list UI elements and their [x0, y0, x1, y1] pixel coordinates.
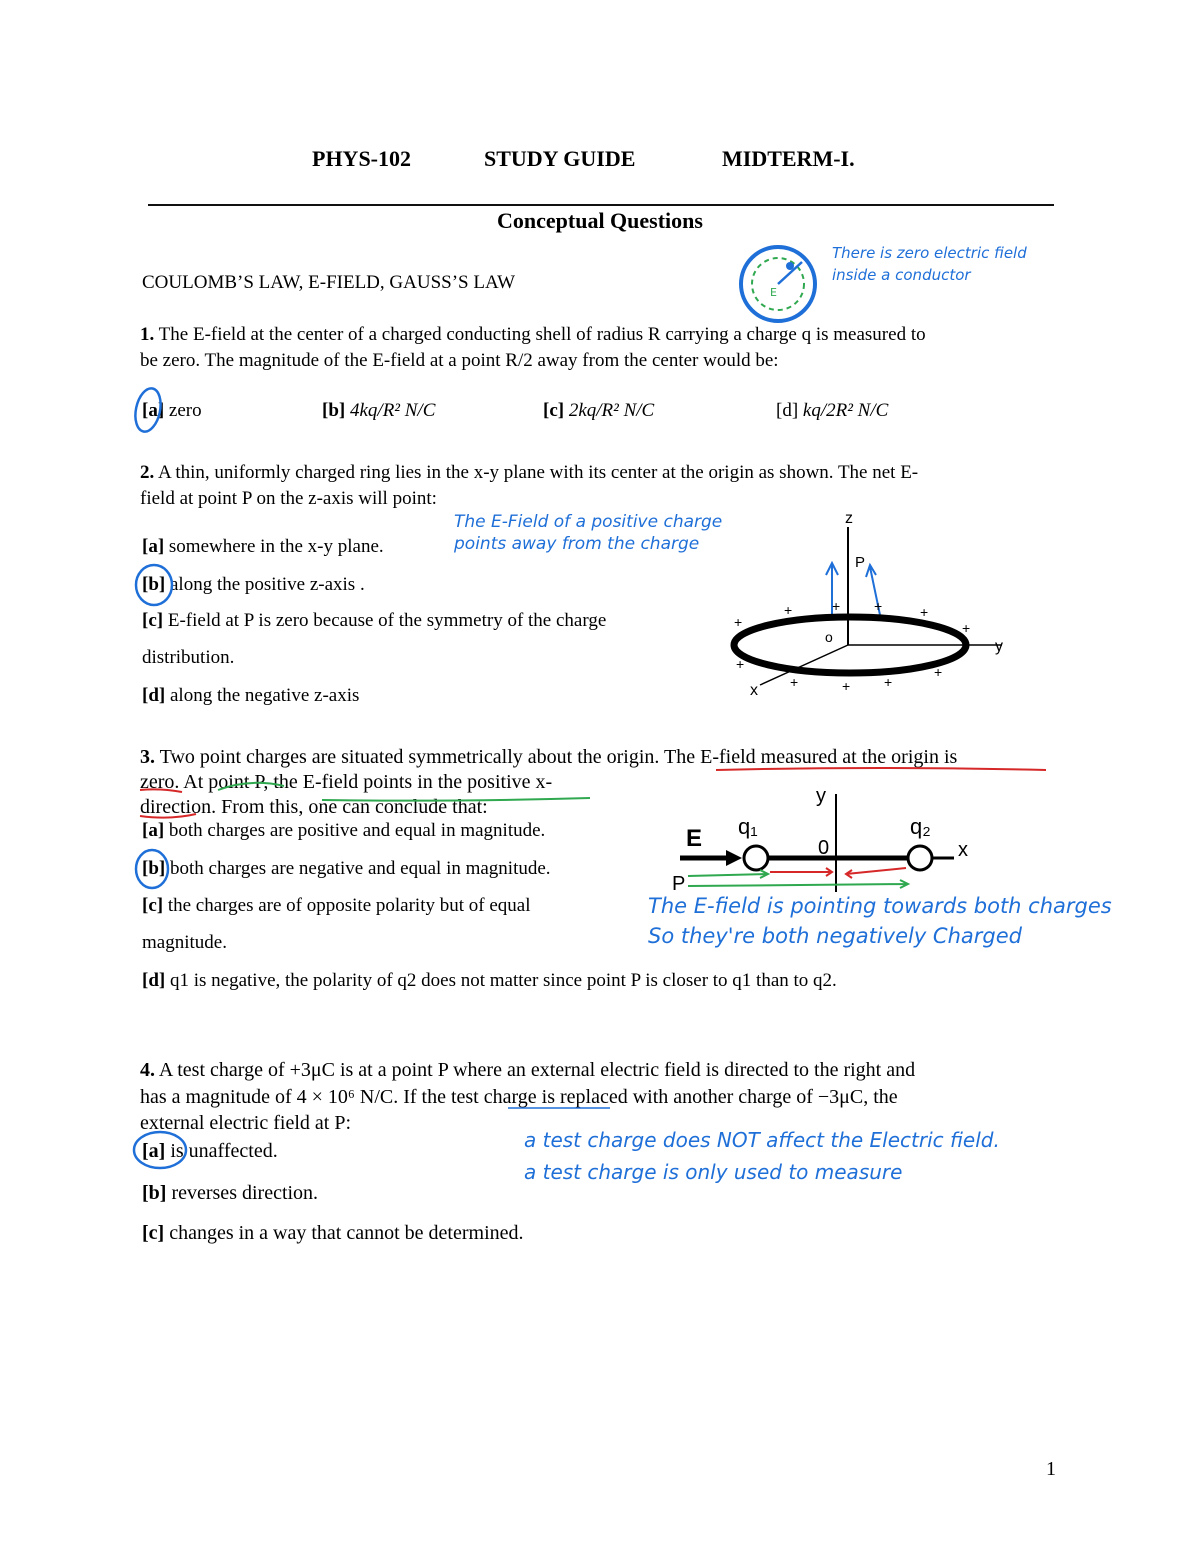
charges-y-label: y [816, 785, 826, 807]
topic-heading: COULOMB’S LAW, E-FIELD, GAUSS’S LAW [142, 272, 516, 293]
q1-number: 1. [140, 324, 155, 345]
q2-number: 2. [140, 462, 155, 483]
charges-origin-label: 0 [818, 837, 830, 859]
q3-option-c-text: the charges are of opposite polarity but of equal [167, 895, 531, 916]
ring-plus: + [884, 674, 893, 690]
q4-line2: has a magnitude of 4 × 10⁶ N/C. If the test charge is replaced with another charge of −3μC, the [140, 1086, 898, 1108]
ring-plus: + [962, 620, 971, 636]
q4-option-c-text: changes in a way that cannot be determined. [169, 1222, 524, 1244]
q4-option-c[interactable] [142, 1220, 524, 1247]
guide-title: STUDY GUIDE [484, 146, 636, 171]
q3-note-line2: So they're both negatively Charged [648, 924, 1022, 948]
q3-line2: zero. At point P, the E-field points in the positive x- [140, 771, 553, 793]
svg-text:E: E [770, 286, 777, 299]
q3-note-line1: The E-field is pointing towards both charges [648, 894, 1112, 918]
answer-circle-q4 [130, 1128, 200, 1174]
q2-option-b-text: along the positive z-axis . [169, 574, 365, 595]
charges-e-label: E [686, 825, 703, 852]
q3-option-b-label: [b] [142, 858, 166, 879]
q2-option-d-label: [d] [142, 685, 166, 706]
ring-origin-label: o [825, 629, 833, 645]
q1-option-a-text: zero [168, 400, 202, 421]
q3-stem-1: Two point charges are situated symmetrically about the origin. The E-field measured at the origin is [159, 746, 958, 768]
q2-option-a-label: [a] [142, 536, 165, 557]
q4-note-line1: a test charge does NOT affect the Electric field. [524, 1128, 1000, 1152]
ring-p-label: P [855, 554, 866, 571]
q1-option-b-text: 4kq/R² N/C [349, 400, 436, 421]
ring-plus: + [832, 598, 841, 614]
conductor-note-line2: inside a conductor [832, 266, 971, 284]
q4-line3: external electric field at P: [140, 1112, 352, 1134]
q4-option-b-label: [b] [142, 1182, 167, 1204]
q1-option-d-text: kq/2R² N/C [802, 400, 889, 421]
ring-x-label: x [750, 682, 758, 699]
q4-option-c-label: [c] [142, 1222, 165, 1244]
q4-option-b-text: reverses direction. [171, 1182, 319, 1204]
q3-option-c-cont: magnitude. [142, 932, 227, 953]
ring-plus: + [784, 602, 793, 618]
q3-number: 3. [140, 746, 155, 768]
q4-note-line2: a test charge is only used to measure [524, 1160, 903, 1184]
q2-option-c-label: [c] [142, 610, 164, 631]
q1-option-b-label: [b] [322, 400, 346, 421]
ring-plus: + [790, 674, 799, 690]
q1-option-c-text: 2kq/R² N/C [568, 400, 655, 421]
conductor-note-line1: There is zero electric field [832, 244, 1027, 262]
ring-plus: + [736, 656, 745, 672]
q3-option-d-label: [d] [142, 970, 166, 991]
q1-stem-1: The E-field at the center of a charged conducting shell of radius R carrying a charge q is measured to [158, 324, 926, 345]
q1-option-a-label: [a] [142, 400, 165, 421]
charges-q2-label: q₂ [910, 814, 931, 839]
q2-option-c-text: E-field at P is zero because of the symmetry of the charge [167, 610, 607, 631]
q2-option-b-label: [b] [142, 574, 166, 595]
ring-plus: + [920, 604, 929, 620]
q3-option-d-text: q1 is negative, the polarity of q2 does not matter since point P is closer to q1 than to q2. [169, 970, 837, 991]
ring-y-label: y [995, 638, 1003, 655]
ring-plus: + [842, 678, 851, 694]
ring-plus: + [934, 664, 943, 680]
q4-number: 4. [140, 1059, 155, 1081]
q1-option-c-label: [c] [543, 400, 565, 421]
q4-stem-1: A test charge of +3μC is at a point P where an external electric field is directed to the right and [158, 1059, 916, 1081]
q3-option-a-text: both charges are positive and equal in magnitude. [168, 820, 546, 841]
q2-stem-1: A thin, uniformly charged ring lies in the x-y plane with its center at the origin as shown. The net E- [157, 462, 919, 483]
q4-option-a-text: is unaffected. [170, 1140, 278, 1162]
ring-z-label: z [845, 510, 853, 527]
charges-p-label: P [672, 873, 686, 895]
ring-plus: + [734, 614, 743, 630]
q3-line3: direction. From this, one can conclude that: [140, 796, 488, 818]
page-number: 1 [1046, 1458, 1056, 1480]
q2-line2: field at point P on the z-axis will point: [140, 488, 437, 509]
q2-note-line2: points away from the charge [454, 534, 700, 554]
q4-option-b[interactable] [142, 1180, 318, 1207]
q2-note-line1: The E-Field of a positive charge [454, 512, 723, 532]
q2-option-a-text: somewhere in the x-y plane. [168, 536, 384, 557]
q1-line2: be zero. The magnitude of the E-field at a point R/2 away from the center would be: [140, 350, 779, 371]
charges-q1-label: q₁ [738, 814, 758, 839]
charges-x-label: x [958, 839, 968, 861]
q3-option-c-label: [c] [142, 895, 164, 916]
q3-option-b-text: both charges are negative and equal in magnitude. [169, 858, 551, 879]
q3-option-a-label: [a] [142, 820, 165, 841]
q1-option-d-label: [d] [776, 400, 799, 421]
exam-title: MIDTERM-I. [722, 146, 855, 171]
q4-option-a-label: [a] [142, 1140, 166, 1162]
course-code: PHYS-102 [312, 146, 411, 171]
q2-option-c-cont: distribution. [142, 647, 235, 668]
section-title: Conceptual Questions [497, 208, 703, 233]
q2-option-d-text: along the negative z-axis [169, 685, 360, 706]
ring-plus: + [874, 598, 883, 614]
